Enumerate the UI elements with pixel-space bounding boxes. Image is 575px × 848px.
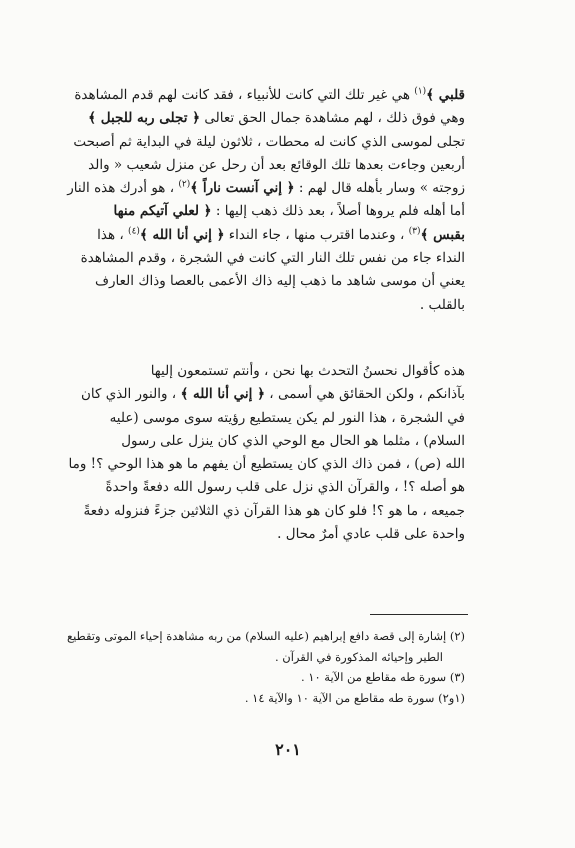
- text-run: ، هو أدرك هذه النار: [67, 180, 179, 197]
- text-run: بالقلب .: [419, 296, 465, 313]
- text-run: واحدة على قلب عادي أمرٌ محال .: [277, 526, 465, 543]
- text-line: [100, 476, 465, 499]
- page-number: ٢٠١: [275, 740, 301, 759]
- text-run: هو أصله ؟! ، والقرآن الذي نزل على قلب رسول الله دفعةً واحدةً: [105, 479, 465, 496]
- text-line: [74, 84, 465, 107]
- footnote-line: (١و٢) سورة طه مقاطع من الآية ١٠ والآية ١٤ .: [244, 690, 465, 705]
- text-line: [100, 523, 465, 546]
- text-run: تجلى لموسى الذي كانت له محطات ، ثلاثون ليلة في البداية ثم أصبحت: [73, 133, 465, 150]
- footnote-marker: (١): [414, 86, 427, 97]
- text-line: [73, 131, 465, 154]
- text-run: الله (ص) ، فمن ذاك الذي كان يستطيع أن يفهم ما هو هذا الوحي ؟! وما: [68, 456, 465, 473]
- text-run: هذه كأقوال نحسنُ التحدث بها نحن ، وأنتم تستمعون إليها: [150, 363, 465, 379]
- footnote-marker: (٣): [408, 226, 421, 237]
- text-line: [88, 154, 465, 177]
- quran-quote: ﴿ لعلي آتيكم منها: [113, 203, 212, 220]
- text-line: [95, 270, 465, 293]
- footnotes: [66, 626, 465, 708]
- text-line: [80, 383, 465, 406]
- paragraph-2: [68, 360, 465, 546]
- quran-quote: ﴿ إني أنا الله ﴾: [180, 386, 266, 403]
- footnote-line: (٢) إشارة إلى قصة دافع إبراهيم (عليه السلام) من ربه مشاهدة إحياء الموتى وتقطيع: [66, 629, 465, 643]
- quran-quote: بقبس ﴾: [420, 226, 465, 243]
- quran-quote: ﴿ تجلى ربه للجبل ﴾: [88, 110, 201, 127]
- footnote-marker: (٤): [128, 226, 140, 237]
- text-run: وهي فوق ذلك ، لهم مشاهدة جمال الحق تعالى: [200, 110, 465, 127]
- footnote-line: الطير وإحيائه المذكورة في القرآن .: [274, 649, 443, 664]
- text-line: [68, 453, 465, 476]
- text-line: [100, 407, 465, 430]
- text-run: ، والنور الذي كان: [80, 386, 181, 403]
- quran-quote: ﴿ إني أنا الله ﴾: [139, 226, 225, 243]
- paragraph-1: [67, 84, 465, 317]
- text-line: [97, 224, 465, 247]
- quran-quote: قلبي ﴾: [426, 87, 465, 103]
- text-run: بآذانكم ، ولكن الحقائق هي أسمى ،: [265, 386, 465, 403]
- footnote-marker: (٢): [178, 179, 191, 190]
- text-run: ، وعندما اقترب منها ، جاء النداء: [224, 226, 409, 243]
- text-run: النداء جاء من نفس تلك النار التي كانت في الشجرة ، وقدم المشاهدة: [80, 250, 465, 267]
- quran-quote: ﴿ إني آنست ناراً ﴾: [190, 180, 295, 197]
- text-run: جميعه ، ما هو ؟! فلو كان هو هذا القرآن ذي الثلاثين جزءً فنزوله دفعةً: [83, 502, 465, 519]
- text-line: [83, 500, 465, 523]
- text-line: [100, 430, 465, 453]
- text-line: [67, 177, 465, 200]
- footnote-separator: [370, 614, 468, 615]
- text-line: [88, 107, 465, 130]
- text-line: [100, 360, 465, 383]
- text-run: ، هذا: [97, 226, 129, 243]
- text-line: [100, 294, 465, 317]
- text-run: زوجته » وسار بأهله قال لهم :: [294, 180, 465, 197]
- text-run: السلام) ، مثلما هو الحال مع الوحي الذي كان ينزل على رسول: [121, 432, 465, 449]
- footnote-line: (٣) سورة طه مقاطع من الآية ١٠ .: [300, 670, 465, 684]
- text-line: [100, 200, 465, 223]
- text-run: يعني أن موسى شاهد ما ذهب إليه ذاك الأعمى بالعصا وذاك العارف: [95, 273, 465, 290]
- text-run: أربعين وجاءت بعدها تلك الوقائع بعد أن رحل عن منزل شعيب « والد: [88, 156, 465, 173]
- text-line: [80, 247, 465, 270]
- text-run: أما أهله فلم يروها أصلاً ، بعد ذلك ذهب إليها :: [211, 203, 465, 220]
- text-run: في الشجرة ، هذا النور لم يكن يستطيع رؤيته سوى موسى (عليه: [109, 409, 465, 426]
- text-run: هي غير تلك التي كانت للأنبياء ، فقد كانت لهم قدم المشاهدة: [74, 87, 415, 103]
